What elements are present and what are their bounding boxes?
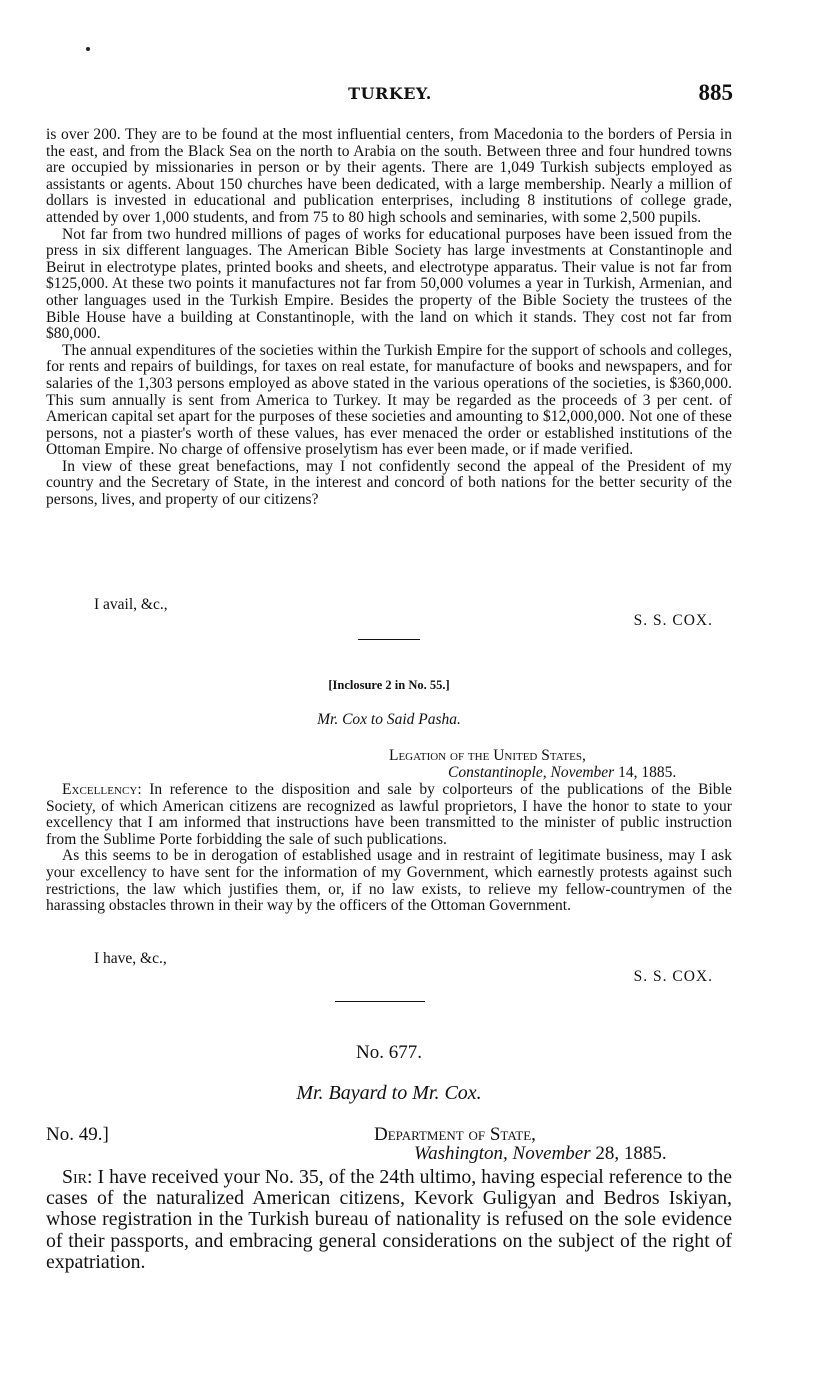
- paragraph: In view of these great benefactions, may I not confidently second the appeal of the President of my country and the Secretary of State, in the interest and concord of both nations for the better security of the persons, lives, and property of our citizens?: [46, 457, 732, 509]
- letter-continuation: [46, 127, 732, 509]
- dateline: [414, 1143, 667, 1165]
- signature: S. S. COX.: [633, 968, 713, 985]
- paragraph: is over 200. They are to be found at the most influential centers, from Macedonia to the borders of Persia in the east, and from the Black Sea on the north to Arabia on the south. Between three and four hundred towns are occupied by missionaries in person or by their agents. There are 1,049 Turkish subjects employed as assistants or agents. About 150 churches have been dedicated, with a large membership. Nearly a million of dollars is invested in educational and publication enterprises, including 8 institutions of college grade, attended by over 1,000 students, and from 75 to 80 high schools and seminaries, with some 2,500 pupils.: [46, 126, 732, 226]
- place: Washington, November: [414, 1143, 591, 1164]
- place: Constantinople, November: [448, 764, 615, 781]
- section-divider: [335, 1001, 425, 1002]
- inclosure-label: [Inclosure 2 in No. 55.]: [328, 678, 450, 692]
- paragraph: : In reference to the disposition and sale by colporteurs of the publications of the Bible Society, of which American citizens are recognized as lawful proprietors, I have the honor to state to your excellency that I am informed that instructions have been transmitted to the minister of public instruction from the Sublime Porte forbidding the sale of such publications.: [46, 781, 732, 848]
- paragraph: Not far from two hundred millions of pages of works for educational purposes have been issued from the press in six different languages. The American Bible Society has large investments at Constantinople and Beirut in electrotype plates, printed books and sheets, and electrotype apparatus. Their value is not far from $125,000. At these two points it manufactures not far from 50,000 volumes a year in Turkish, Armenian, and other languages used in the Turkish Empire. Besides the property of the Bible Society the trustees of the Bible House have a building at Constantinople, with the land on which it stands. They cost not far from $80,000.: [46, 225, 732, 343]
- signature: S. S. COX.: [633, 612, 713, 629]
- page-number: 885: [698, 80, 733, 105]
- closing-formula: I avail, &c.,: [94, 596, 168, 613]
- salutation: Excellency: [62, 781, 138, 798]
- print-speck: [86, 47, 90, 51]
- running-header: [47, 80, 733, 110]
- reference-number: No. 49.]: [46, 1124, 109, 1145]
- section-divider: [358, 639, 420, 640]
- letter-body: [46, 1167, 732, 1273]
- date: 14, 1885.: [618, 764, 677, 781]
- paragraph: As this seems to be in derogation of established usage and in restraint of legitimate business, may I ask your excellency to have sent for the information of my Government, which earnestly protests against such restrictions, the law which justifies them, or, if no law exists, to relieve my fellow-countrymen of the harassing obstacles thrown in their way by the officers of the Ottoman Government.: [46, 847, 732, 915]
- date: 28, 1885.: [595, 1143, 667, 1164]
- address-line: Legation of the United States,: [389, 747, 586, 764]
- closing-formula: I have, &c.,: [94, 950, 167, 967]
- letter-body: [46, 782, 732, 915]
- salutation: Sir: [62, 1166, 88, 1188]
- paragraph: : I have received your No. 35, of the 24th ultimo, having especial reference to the cases of the naturalized American citizens, Kevork Guligyan and Bedros Iskiyan, whose registration in the Turkish bureau of nationality is refused on the sole evidence of their passports, and embracing general considerations on the subject of the right of expatriation.: [46, 1166, 732, 1273]
- letter-heading: Mr. Cox to Said Pasha.: [317, 711, 461, 728]
- letter-heading: Mr. Bayard to Mr. Cox.: [296, 1082, 482, 1104]
- document-number: No. 677.: [356, 1042, 422, 1063]
- address-line: Department of State,: [374, 1124, 536, 1145]
- running-title: TURKEY.: [348, 84, 432, 103]
- dateline: [448, 764, 676, 782]
- paragraph: The annual expenditures of the societies within the Turkish Empire for the support of schools and colleges, for rents and repairs of buildings, for taxes on real estate, for manufacture of books and newspapers, and for salaries of the 1,303 persons employed as above stated in the various operations of the societies, is $360,000. This sum annually is sent from America to Turkey. It may be regarded as the proceeds of 3 per cent. of American capital set apart for the purposes of these societies and amounting to $12,000,000. Not one of these persons, not a piaster's worth of these values, has ever menaced the order or established institutions of the Ottoman Empire. No charge of offensive proselytism has ever been made, or if made verified.: [46, 341, 732, 459]
